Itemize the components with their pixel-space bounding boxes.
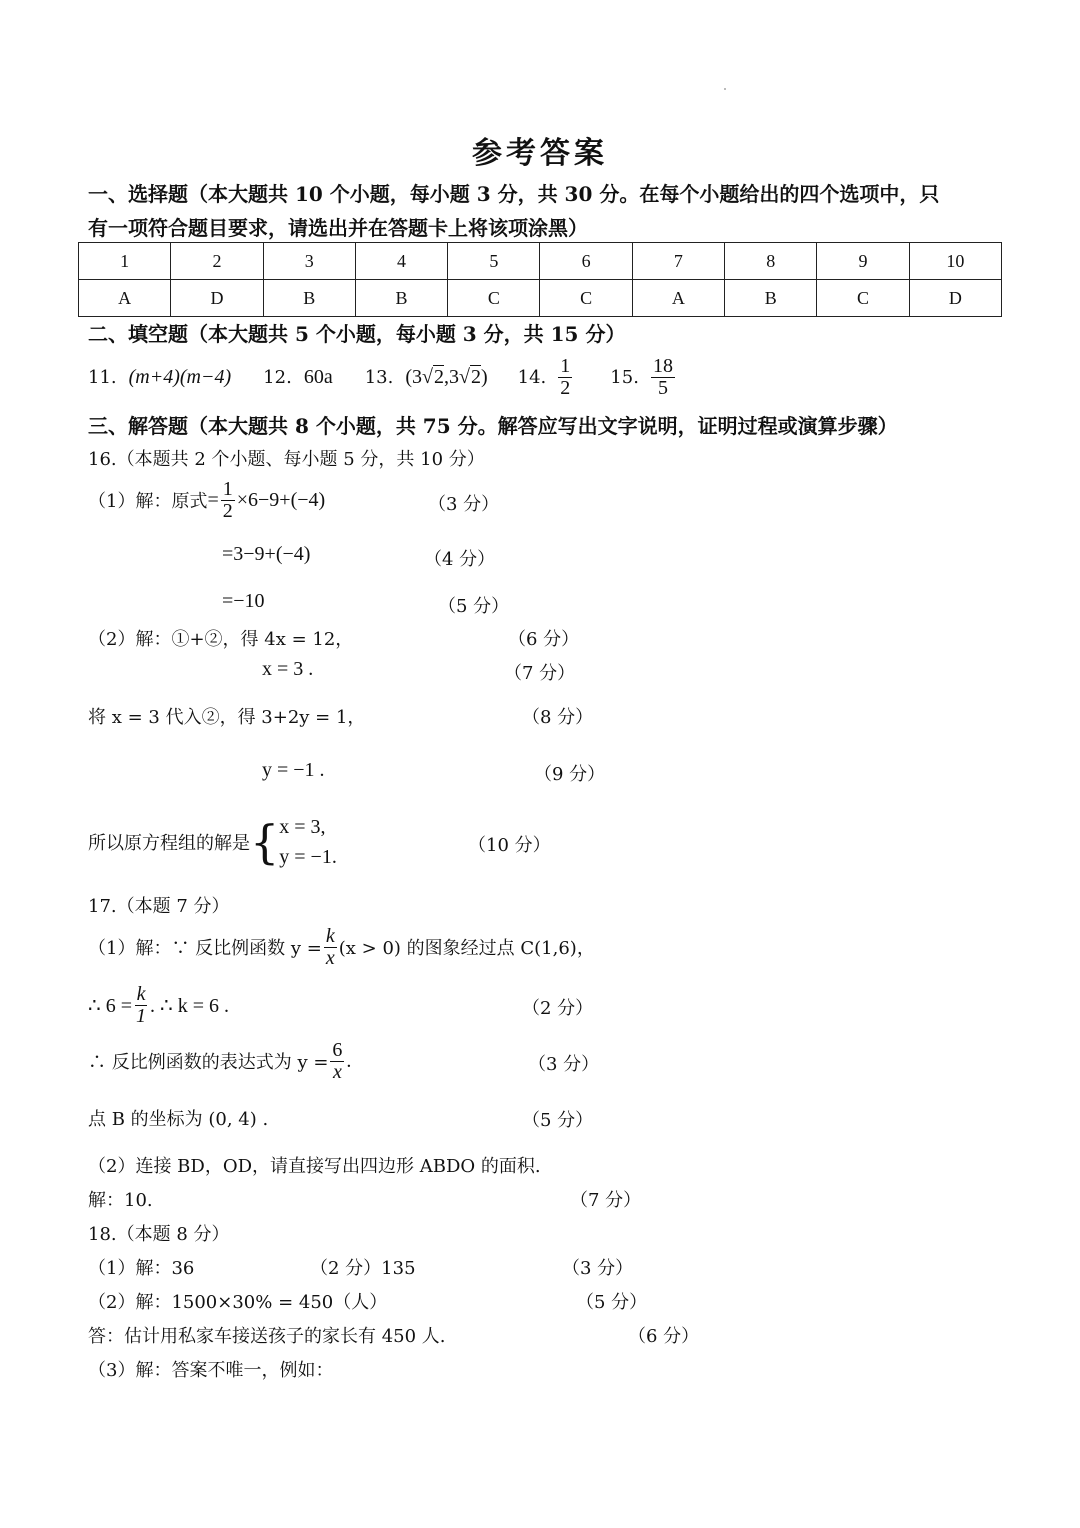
q18-p1: （1）解：36	[88, 1258, 195, 1279]
q17-line4: 点 B 的坐标为 (0, 4) .	[88, 1109, 269, 1130]
table-cell: B	[355, 280, 447, 317]
left-brace: {	[250, 815, 280, 869]
q16-p2-line1-points: （6 分）	[508, 629, 580, 650]
q17-line2	[88, 980, 229, 1030]
table-cell: 2	[171, 243, 263, 280]
fraction-numerator: 18	[652, 354, 673, 377]
table-cell: 4	[355, 243, 447, 280]
q16-p1-line2-points: （4 分）	[424, 549, 496, 570]
q18-p1-second: （2 分）135	[310, 1258, 416, 1279]
q17-line3-a: ∴ 反比例函数的表达式为 y =	[88, 1052, 329, 1073]
fraction-numerator: k	[136, 982, 146, 1005]
answer-table-answers-row	[79, 280, 1002, 317]
q16-p1-line2: =3−9+(−4)	[222, 543, 311, 565]
q16-p2-line5-points: （10 分）	[468, 835, 551, 856]
fraction-denominator: 2	[560, 376, 571, 399]
q16-p1-line3: =−10	[222, 590, 265, 612]
sqrt-sign: √	[422, 365, 433, 388]
q14-fraction	[558, 356, 572, 399]
equals-sign: =	[207, 488, 219, 511]
q17-line4-points: （5 分）	[522, 1110, 594, 1131]
q13-close: )	[480, 365, 488, 388]
table-cell: C	[540, 280, 632, 317]
fraction-denominator: 5	[657, 376, 668, 399]
q12-answer: 60a	[303, 365, 333, 388]
q14-label: 14.	[517, 366, 547, 388]
q13-mid: ,3	[444, 365, 459, 388]
q16-p1-points: （3 分）	[428, 494, 500, 515]
table-cell: A	[632, 280, 724, 317]
q17-p1-text-a: （1）解：∵ 反比例函数 y =	[88, 938, 322, 959]
q17-line2-b: . ∴ k = 6 .	[150, 994, 230, 1017]
q18-answer: 答：估计用私家车接送孩子的家长有 450 人.	[88, 1326, 446, 1347]
scan-speck	[724, 88, 726, 90]
q17-line2-points: （2 分）	[522, 998, 594, 1019]
fraction-numerator: 6	[332, 1038, 343, 1061]
section2-heading: 二、填空题（本大题共 5 个小题，每小题 3 分，共 15 分）	[88, 322, 626, 346]
q17-line2-a: ∴ 6 =	[88, 994, 133, 1017]
q18-p2: （2）解：1500×30% = 450（人）	[88, 1292, 388, 1313]
q16-p2-line3: 将 x = 3 代入②，得 3+2y = 1，	[88, 707, 366, 728]
table-cell: 3	[263, 243, 355, 280]
q15-label: 15.	[610, 366, 639, 388]
system-eq-1: x = 3,	[279, 816, 326, 838]
q17-p2-answer: 解：10.	[88, 1190, 153, 1211]
q16-p2-line1: （2）解：①+②，得 4x = 12，	[88, 629, 354, 650]
q18-header: 18.（本题 8 分）	[88, 1224, 230, 1245]
table-cell: A	[79, 280, 171, 317]
q13-radicand-1: 2	[434, 365, 444, 388]
q16-p2-line2-points: （7 分）	[504, 663, 576, 684]
q17-line3-fraction	[330, 1040, 344, 1083]
answer-table-numbers-row	[79, 243, 1002, 280]
table-cell: 10	[909, 243, 1001, 280]
q13-label: 13.	[364, 366, 394, 388]
q17-line3	[88, 1036, 351, 1086]
table-cell: 6	[540, 243, 632, 280]
table-cell: 9	[817, 243, 909, 280]
fraction-denominator: 1	[136, 1004, 147, 1027]
table-cell: 8	[725, 243, 817, 280]
q16-p1-label: （1）解：原式	[88, 491, 208, 512]
q17-line3-points: （3 分）	[528, 1054, 600, 1075]
system-eq-2: y = −1.	[279, 846, 337, 868]
fraction-denominator: x	[332, 1060, 342, 1083]
fraction-numerator: 1	[560, 354, 571, 377]
q11-answer: (m+4)(m−4)	[128, 365, 232, 388]
q13-radicand-2: 2	[470, 365, 481, 388]
table-cell: B	[725, 280, 817, 317]
q17-line2-fraction	[134, 984, 148, 1027]
q18-p3: （3）解：答案不唯一，例如：	[88, 1360, 334, 1381]
q17-line3-b: .	[346, 1049, 352, 1072]
q16-p1-rest: ×6−9+(−4)	[236, 488, 326, 511]
q17-p1-line1	[88, 922, 595, 972]
q16-p2-line4-points: （9 分）	[534, 764, 606, 785]
fraction-numerator: k	[325, 924, 335, 947]
answer-table	[78, 242, 1002, 317]
table-cell: D	[909, 280, 1001, 317]
fraction-denominator: x	[325, 946, 335, 969]
q17-p2-text: （2）连接 BD，OD，请直接写出四边形 ABDO 的面积.	[88, 1156, 541, 1177]
q18-p2-points: （5 分）	[576, 1292, 648, 1313]
q18-answer-points: （6 分）	[628, 1326, 700, 1347]
fraction-denominator: 2	[222, 499, 233, 522]
q16-p1-line1	[88, 476, 325, 524]
table-cell: 7	[632, 243, 724, 280]
table-cell: D	[171, 280, 263, 317]
q16-header: 16.（本题共 2 个小题、每小题 5 分，共 10 分）	[88, 449, 485, 470]
table-cell: B	[263, 280, 355, 317]
fill-answers-row	[88, 350, 677, 404]
q13-answer	[405, 366, 487, 389]
sqrt-sign: √	[459, 365, 470, 388]
section3-heading: 三、解答题（本大题共 8 个小题，共 75 分。解答应写出文字说明，证明过程或演算步骤）	[88, 414, 898, 438]
table-cell: C	[817, 280, 909, 317]
section1-heading-line2: 有一项符合题目要求，请选出并在答题卡上将该项涂黑）	[88, 216, 588, 240]
table-cell: C	[448, 280, 540, 317]
section1-heading-line1: 一、选择题（本大题共 10 个小题，每小题 3 分，共 30 分。在每个小题给出的四个选项中，只	[88, 182, 940, 206]
q16-p2-line2: x = 3 .	[262, 658, 314, 680]
q16-p2-line5	[88, 808, 337, 876]
q17-p1-fraction	[324, 926, 337, 969]
fraction-numerator: 1	[222, 477, 233, 500]
table-cell: 5	[448, 243, 540, 280]
q16-p2-line3-points: （8 分）	[522, 707, 594, 728]
q17-p2-points: （7 分）	[570, 1190, 642, 1211]
equation-system	[279, 812, 337, 872]
q17-header: 17.（本题 7 分）	[88, 896, 230, 917]
q12-label: 12.	[263, 366, 292, 388]
page-title: 参考答案	[472, 136, 608, 171]
q16-p2-line5-text: 所以原方程组的解是	[88, 833, 250, 854]
q17-p1-text-b: (x > 0) 的图象经过点 C(1,6)，	[338, 938, 595, 959]
q18-p1-points: （3 分）	[562, 1258, 634, 1279]
q16-p1-fraction	[221, 479, 235, 522]
q11-label: 11.	[88, 366, 117, 388]
q16-p1-line3-points: （5 分）	[438, 596, 510, 617]
q15-fraction	[651, 356, 675, 399]
q13-open: (3	[405, 365, 423, 388]
q16-p2-line4: y = −1 .	[262, 759, 325, 781]
table-cell: 1	[79, 243, 171, 280]
